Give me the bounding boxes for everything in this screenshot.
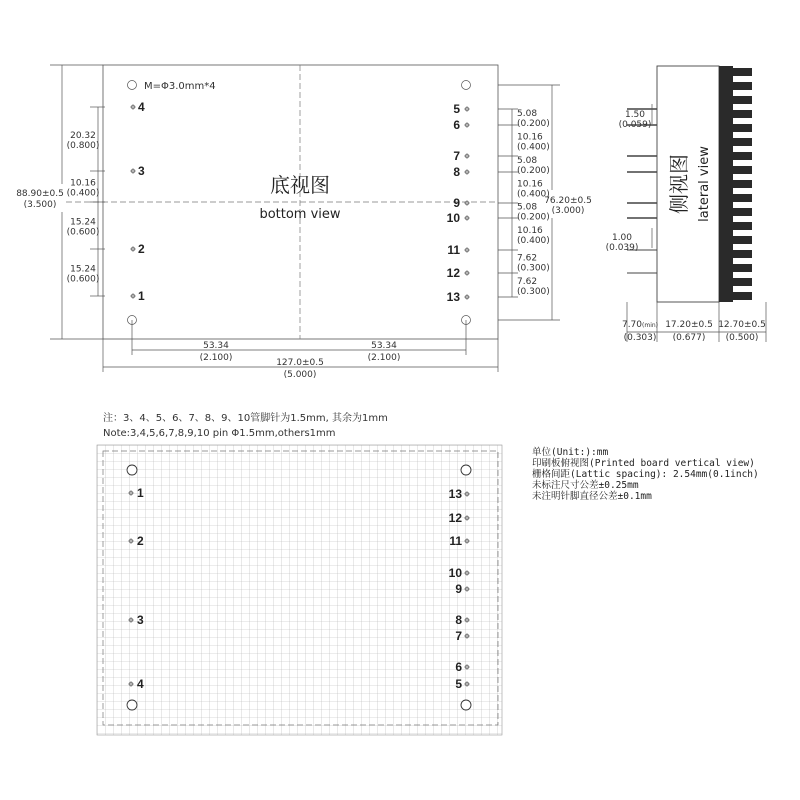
fin-icon [733, 236, 752, 244]
bottom-view [16, 65, 592, 380]
left-dim-value: 15.24 [70, 264, 96, 275]
right-dim-value: 7.62 [517, 253, 538, 264]
pin-len-label [622, 320, 658, 330]
pin-label: 7 [455, 629, 462, 643]
pin-len-inch: (0.303) [623, 333, 657, 343]
right-dim-value: 5.08 [517, 109, 538, 119]
right-dim-value: 7.62 [517, 277, 538, 287]
half-width-left-inch: (2.100) [199, 353, 233, 363]
pcb-view [97, 445, 502, 735]
pcb-grid [97, 445, 502, 735]
fin-icon [733, 278, 752, 286]
bottom-view-title-cn: 底视图 [270, 173, 330, 197]
spec-line: 未标注尺寸公差±0.25mm [532, 480, 639, 491]
pin-label: 8 [455, 613, 462, 627]
left-dim-value: 10.16 [70, 178, 96, 189]
spec-notes [532, 446, 759, 502]
fin-icon [733, 222, 752, 230]
pin-label: 2 [137, 534, 144, 548]
heatsink-fins [733, 68, 752, 300]
pin-dia-2-inch: (0.039) [605, 243, 639, 253]
pin-label: 1 [137, 486, 144, 500]
pin-label: 12 [446, 266, 460, 280]
left-dim-value: 15.24 [70, 217, 96, 228]
right-dim-inch: (0.300) [517, 263, 550, 274]
right-dim-inch: (0.400) [517, 189, 550, 200]
pin-label: 7 [453, 149, 460, 163]
right-dim-value: 5.08 [517, 156, 538, 166]
pin-label: 3 [138, 164, 145, 178]
note-cn: 注：3、4、5、6、7、8、9、10管脚针为1.5mm, 其余为1mm [103, 413, 388, 424]
spec-line: 印刷板俯视图(Printed board vertical view) [532, 458, 755, 469]
pin-label: 5 [455, 677, 462, 691]
left-dim-inch: (0.600) [66, 274, 100, 285]
fin-icon [733, 110, 752, 118]
side-view [606, 66, 766, 343]
half-width-left-value: 53.34 [203, 341, 229, 351]
fin-icon [733, 124, 752, 132]
pin-label: 11 [449, 534, 462, 548]
pin-label: 12 [448, 511, 462, 525]
pcb-mount-hole-icon [127, 465, 137, 475]
fin-icon [733, 82, 752, 90]
spec-line: 栅格间距(Lattic spacing): 2.54mm(0.1inch) [532, 469, 759, 480]
height-dim-value: 88.90±0.5 [16, 189, 64, 199]
spec-line: 未注明针脚直径公差±0.1mm [532, 491, 652, 502]
right-dim-inch: (0.200) [517, 212, 550, 223]
right-dim-value: 10.16 [517, 132, 543, 143]
left-pin-dims [67, 131, 100, 285]
left-dim-inch: (0.800) [66, 141, 100, 151]
pin-dia-2-value: 1.00 [611, 233, 633, 243]
pin-label: 2 [138, 242, 145, 256]
pin-label: 3 [137, 613, 144, 627]
pcb-mount-hole-icon [461, 465, 471, 475]
fin-icon [733, 194, 752, 202]
pin-dia-1-inch: (0.059) [618, 120, 652, 130]
left-dim-inch: (0.400) [66, 188, 100, 199]
side-view-title-en: lateral view [697, 146, 712, 222]
fin-icon [733, 68, 752, 76]
fin-icon [733, 292, 752, 300]
fin-icon [733, 180, 752, 188]
fin-icon [733, 152, 752, 160]
body-dim-inch: (0.677) [672, 333, 706, 343]
fin-icon [733, 250, 752, 258]
half-width-right-value: 53.34 [371, 341, 397, 351]
pin-label: 9 [455, 582, 462, 596]
body-dim-value: 17.20±0.5 [665, 320, 713, 330]
spec-line: 单位(Unit:):mm [532, 447, 609, 458]
pin-label: 6 [455, 660, 462, 674]
pin-label: 10 [446, 211, 460, 225]
fin-icon [733, 166, 752, 174]
bottom-view-title-en: bottom view [259, 207, 341, 222]
pin-dia-1-value: 1.50 [624, 110, 646, 120]
fin-icon [733, 138, 752, 146]
pin-label: 4 [137, 677, 144, 691]
width-dim-value: 127.0±0.5 [276, 358, 324, 368]
pin-span-dim-value: 76.20±0.5 [544, 196, 592, 206]
pin-label: 6 [453, 118, 460, 132]
side-view-title-cn: 侧视图 [667, 154, 691, 214]
right-dim-value: 10.16 [517, 179, 543, 190]
fin-dim-inch: (0.500) [725, 333, 759, 343]
right-dim-inch: (0.200) [517, 166, 550, 176]
width-dim-inch: (5.000) [283, 370, 317, 380]
right-dim-inch: (0.200) [517, 119, 550, 129]
pin-label: 10 [448, 566, 462, 580]
pin-label: 4 [138, 100, 145, 114]
pcb-mount-hole-icon [461, 700, 471, 710]
right-dim-inch: (0.300) [517, 287, 550, 297]
mount-hole-note: M=Φ3.0mm*4 [144, 81, 216, 92]
fin-icon [733, 264, 752, 272]
fin-icon [733, 96, 752, 104]
note-en: Note:3,4,5,6,7,8,9,10 pin Φ1.5mm,others1mm [103, 428, 336, 439]
pin-label: 9 [453, 196, 460, 210]
left-dim-inch: (0.600) [66, 227, 100, 238]
right-dim-value: 5.08 [517, 202, 538, 213]
fin-dim-value: 12.70±0.5 [718, 320, 766, 330]
pin-label: 8 [453, 165, 460, 179]
pin-label: 13 [446, 290, 460, 304]
pin-label: 5 [453, 102, 460, 116]
pin-len-sub: (min) [642, 322, 659, 329]
pin-span-dim-inch: (3.000) [551, 206, 585, 216]
right-dim-inch: (0.400) [517, 236, 550, 246]
fin-icon [733, 208, 752, 216]
pcb-mount-hole-icon [127, 700, 137, 710]
pin-len-value: 7.70 [621, 320, 643, 330]
right-dim-value: 10.16 [517, 226, 543, 236]
right-dim-inch: (0.400) [517, 142, 550, 153]
half-width-right-inch: (2.100) [367, 353, 401, 363]
pin-label: 11 [447, 243, 460, 257]
heatsink-base [719, 66, 733, 302]
height-dim-inch: (3.500) [23, 200, 57, 210]
pin-label: 13 [448, 487, 462, 501]
left-dim-value: 20.32 [70, 131, 96, 141]
pin-label: 1 [138, 289, 145, 303]
